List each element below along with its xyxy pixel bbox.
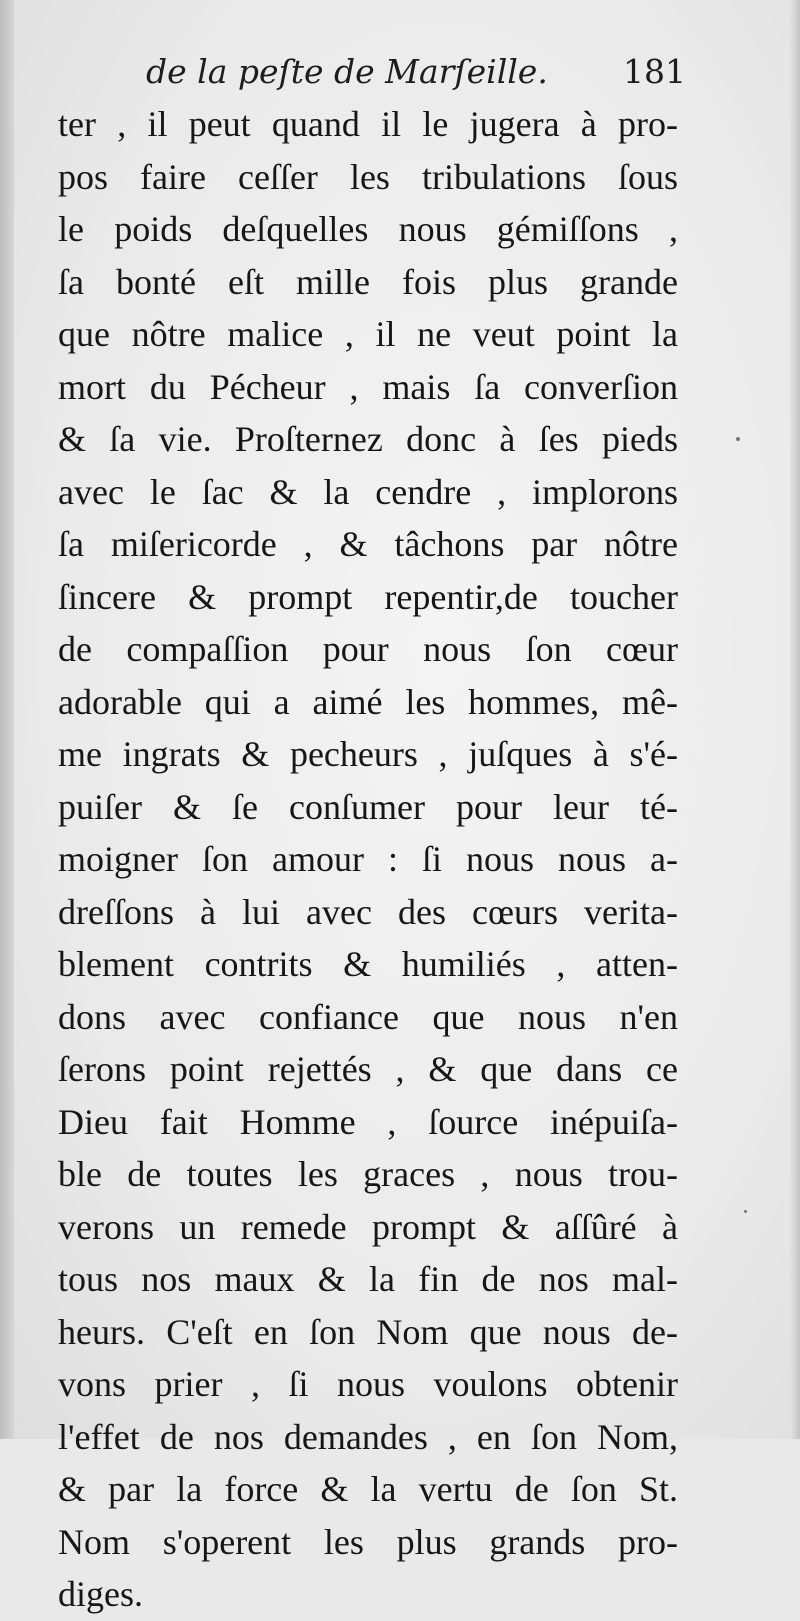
book-page [14,0,790,1614]
text-line: moigner ſon amour : ſi nous nous a- [58,839,678,879]
ink-speck [744,1210,747,1213]
running-head [146,52,686,96]
text-line: ſincere & prompt repentir,de toucher [58,576,678,617]
text-line: avec le ſac & la cendre , implorons [58,471,678,512]
text-line: le poids deſquelles nous gémiſſons , [58,209,678,249]
text-line: de compaſſion pour nous ſon cœur [58,629,678,669]
text-line: ſerons point rejettés , & que dans ce [58,1049,678,1089]
text-line: dons avec confiance que nous n'en [58,996,678,1037]
text-line: ble de toutes les graces , nous trou- [58,1154,678,1194]
text-line: me ingrats & pecheurs , juſques à s'é- [58,734,678,774]
running-title: de la peſte de Marſeille. [146,52,548,91]
text-line: mort du Pécheur , mais ſa converſion [58,366,678,407]
text-line: pos faire ceſſer les tribulations ſous [58,156,678,197]
text-line: Dieu fait Homme , ſource inépuiſa- [58,1101,678,1142]
scan-edge-left [0,0,14,1439]
ink-speck [736,437,740,441]
scan-edge-right [790,0,800,1439]
text-line: ſa miſericorde , & tâchons par nôtre [58,524,678,564]
text-line: ſa bonté eſt mille fois plus grande [58,261,678,302]
text-line: verons un remede prompt & aſſûré à [58,1206,678,1247]
body-text [58,98,678,1621]
text-line: & ſa vie. Proſternez donc à ſes pieds [58,419,678,459]
text-line: Nom s'operent les plus grands pro- [58,1521,678,1562]
text-line: & par la force & la vertu de ſon St. [58,1469,678,1509]
text-line: dreſſons à lui avec des cœurs verita- [58,891,678,932]
text-line: que nôtre malice , il ne veut point la [58,314,678,354]
text-line: adorable qui a aimé les hommes, mê- [58,681,678,722]
text-line: diges. [58,1574,143,1614]
page-number: 181 [623,52,686,91]
text-line: heurs. C'eſt en ſon Nom que nous de- [58,1311,678,1352]
text-line: vons prier , ſi nous voulons obtenir [58,1364,678,1404]
text-line: ter , il peut quand il le jugera à pro- [58,104,678,144]
text-line: l'effet de nos demandes , en ſon Nom, [58,1416,678,1457]
text-line: puiſer & ſe conſumer pour leur té- [58,786,678,827]
text-line: blement contrits & humiliés , atten- [58,944,678,984]
text-line: tous nos maux & la fin de nos mal- [58,1259,678,1299]
